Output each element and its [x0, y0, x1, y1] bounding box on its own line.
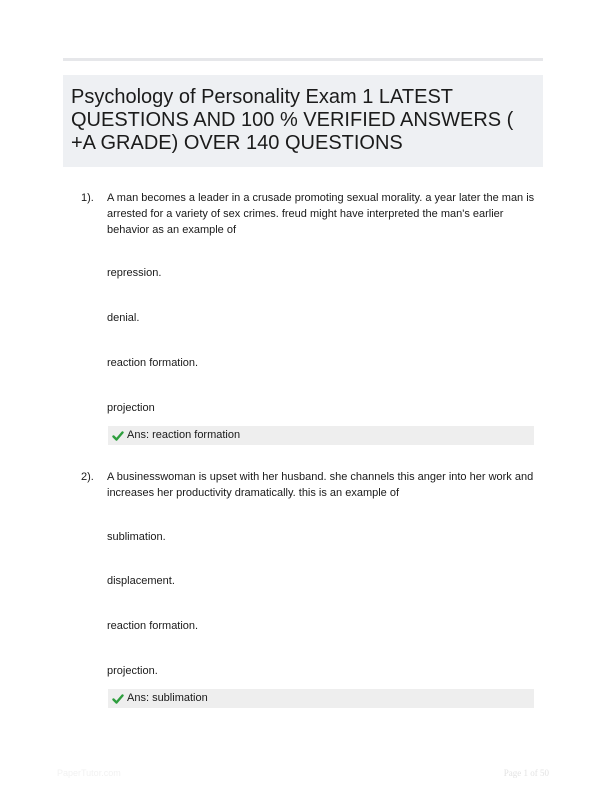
answer-box-1 [108, 426, 534, 445]
page-number: Page 1 of 50 [503, 768, 549, 778]
option-1c: reaction formation. [107, 357, 199, 369]
answer-text: Ans: sublimation [127, 692, 208, 704]
option-1b: denial. [107, 312, 140, 324]
check-icon [112, 693, 124, 705]
option-2b: displacement. [107, 575, 175, 587]
document-title: Psychology of Personality Exam 1 LATEST QUESTIONS AND 100 % VERIFIED ANSWERS ( +A GRADE) OVER 140 QUESTIONS [71, 86, 514, 154]
footer-watermark: PaperTutor.com [57, 768, 121, 778]
check-icon [112, 430, 124, 442]
answer-box-2 [108, 689, 534, 708]
option-1d: projection [107, 402, 155, 414]
title-banner [63, 75, 543, 167]
question-text: A man becomes a leader in a crusade promoting sexual morality. a year later the man is arrested for a variety of sex crimes. freud might have interpreted the man's earlier behavior as an example of [107, 192, 535, 236]
answer-text: Ans: reaction formation [127, 429, 241, 441]
question-number: 1). [81, 192, 94, 204]
top-divider [63, 58, 543, 61]
option-2d: projection. [107, 665, 158, 677]
option-2c: reaction formation. [107, 620, 199, 632]
question-number: 2). [81, 471, 94, 483]
option-2a: sublimation. [107, 531, 166, 543]
question-text: A businesswoman is upset with her husband. she channels this anger into her work and increases her productivity dramatically. this is an example of [107, 471, 534, 499]
option-1a: repression. [107, 267, 162, 279]
